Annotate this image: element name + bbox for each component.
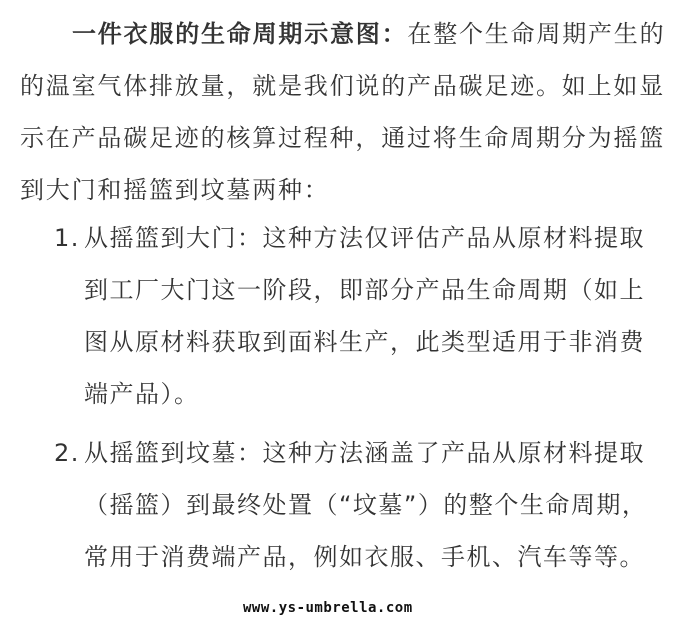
list-item-number: 2. bbox=[54, 439, 80, 467]
list-item-text: 从摇篮到大门：这种方法仅评估产品从原材料提取到工厂大门这一阶段，即部分产品生命周期（如上图从原材料获取到面料生产，此类型适用于非消费端产品）。 bbox=[84, 224, 645, 408]
intro-body: 在整个生命周期产生的的温室气体排放量，就是我们说的产品碳足迹。如上如显示在产品碳足迹的核算过程种，通过将生命周期分为摇篮到大门和摇篮到坟墓两种： bbox=[20, 20, 666, 204]
list-item bbox=[54, 212, 674, 420]
watermark-url: www.ys-umbrella.com bbox=[243, 600, 413, 616]
intro-title: 一件衣服的生命周期示意图： bbox=[72, 20, 408, 48]
list-item-number: 1. bbox=[54, 224, 80, 252]
list-item-text: 从摇篮到坟墓：这种方法涵盖了产品从原材料提取（摇篮）到最终处置（“坟墓”）的整个生命周期，常用于消费端产品，例如衣服、手机、汽车等等。 bbox=[84, 439, 648, 571]
intro-paragraph bbox=[20, 8, 680, 216]
list-item bbox=[54, 427, 674, 583]
